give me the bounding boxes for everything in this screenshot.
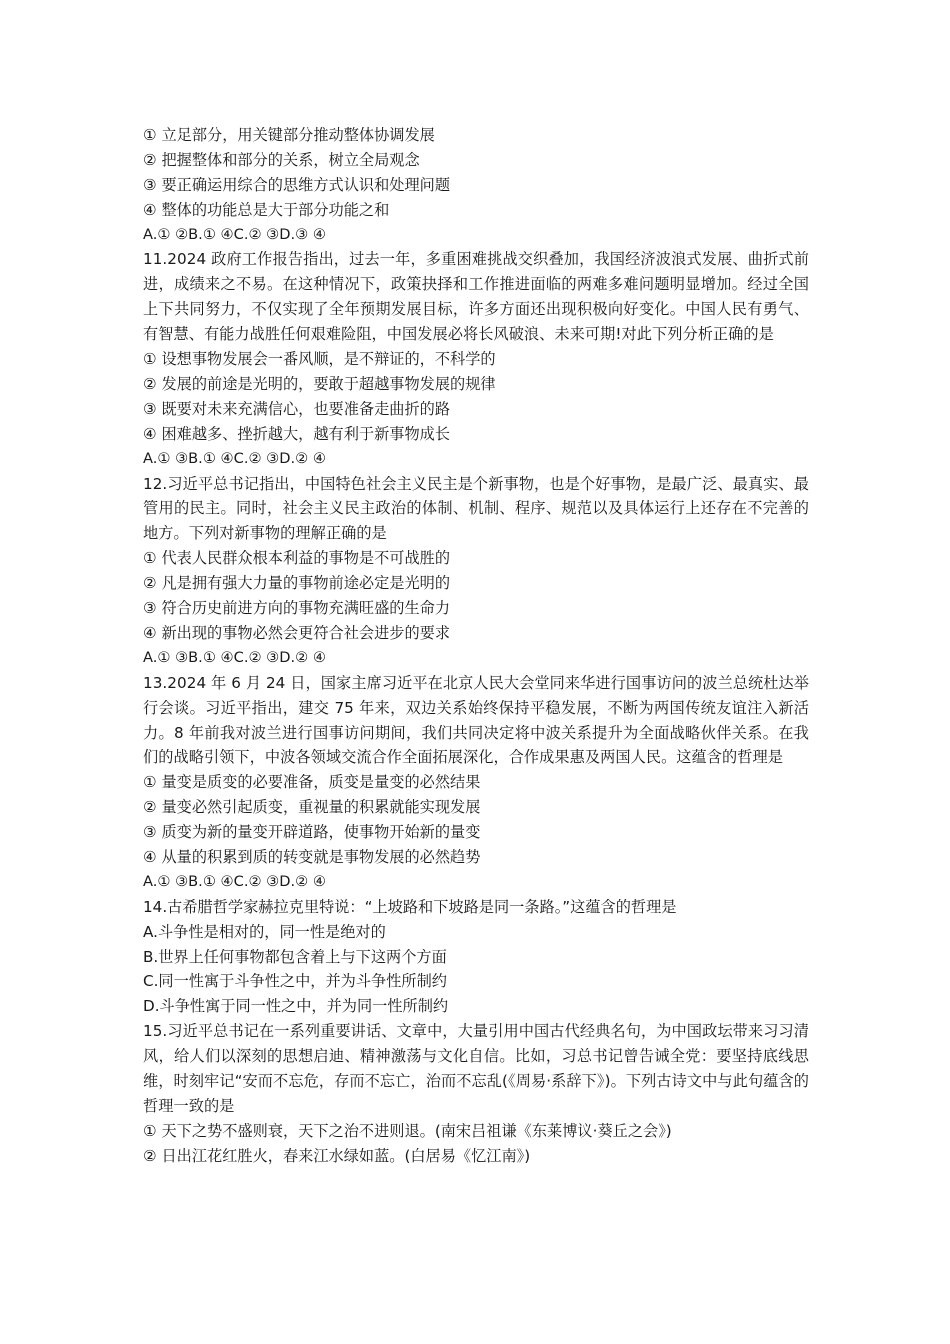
q12-option-2: ② 凡是拥有强大力量的事物前途必定是光明的 [143, 574, 451, 593]
q14-stem: 14.古希腊哲学家赫拉克里特说：“上坡路和下坡路是同一条路。”这蕴含的哲理是 [143, 897, 677, 916]
q11-option-1: ① 设想事物发展会一番风顺，是不辩证的，不科学的 [143, 350, 496, 369]
q15-option-1: ① 天下之势不盛则衰，天下之治不进则退。(南宋吕祖谦《东莱博议·葵丘之会》) [143, 1121, 672, 1140]
q12-stem: 12.习近平总书记指出，中国特色社会主义民主是个新事物，也是个好事物，是最广泛、最真实、最管用的民主。同时，社会主义民主政治的体制、机制、程序、规范以及具体运行上还存在不完善的地方。下列对新事物的理解正确的是 [143, 474, 809, 543]
q10-option-2: ② 把握整体和部分的关系，树立全局观念 [143, 150, 420, 169]
q12-option-4: ④ 新出现的事物必然会更符合社会进步的要求 [143, 623, 451, 642]
q14-choice-b: B.世界上任何事物都包含着上与下这两个方面 [143, 947, 447, 966]
q11-answer-choices: A.① ③B.① ④C.② ③D.② ④ [143, 449, 326, 467]
q13-stem: 13.2024 年 6 月 24 日，国家主席习近平在北京人民大会堂同来华进行国事访问的波兰总统杜达举行会谈。习近平指出，建交 75 年来，双边关系始终保持平稳发展，不断为两国传统友谊注入新活力。8 年前我对波兰进行国事访问期间，我们共同决定将中波关系提升为全面战略伙伴关系。在我们的战略引领下，中波各领域交流合作全面拓展深化，合作成果惠及两国人民。这蕴含的哲理是 [143, 673, 809, 767]
q13-option-2: ② 量变必然引起质变，重视量的积累就能实现发展 [143, 798, 481, 817]
q12-option-1: ① 代表人民群众根本利益的事物是不可战胜的 [143, 549, 451, 568]
q14-choice-c: C.同一性寓于斗争性之中，并为斗争性所制约 [143, 972, 447, 991]
q15-stem: 15.习近平总书记在一系列重要讲话、文章中，大量引用中国古代经典名句，为中国政坛带来习习清风，给人们以深刻的思想启迪、精神激荡与文化自信。比如，习总书记曾告诫全党：要坚持底线思维，时刻牢记“安而不忘危，存而不忘亡，治而不忘乱(《周易·系辞下》)。下列古诗文中与此句蕴含的哲理一致的是 [143, 1022, 809, 1115]
q11-option-3: ③ 既要对未来充满信心，也要准备走曲折的路 [143, 399, 451, 418]
q13-option-4: ④ 从量的积累到质的转变就是事物发展的必然趋势 [143, 848, 481, 866]
q11-option-4: ④ 困难越多、挫折越大，越有利于新事物成长 [143, 424, 451, 443]
q14-choice-a: A.斗争性是相对的，同一性是绝对的 [143, 922, 386, 941]
q12-option-3: ③ 符合历史前进方向的事物充满旺盛的生命力 [143, 599, 451, 618]
q10-option-3: ③ 要正确运用综合的思维方式认识和处理问题 [143, 175, 451, 194]
q13-answer-choices: A.① ③B.① ④C.② ③D.② ④ [143, 872, 326, 890]
document-page [143, 123, 809, 1169]
q10-answer-choices: A.① ②B.① ④C.② ③D.③ ④ [143, 225, 326, 243]
q10-option-1: ① 立足部分，用关键部分推动整体协调发展 [143, 126, 435, 144]
q12-answer-choices: A.① ③B.① ④C.② ③D.② ④ [143, 648, 326, 666]
q15-option-2: ② 日出江花红胜火，春来江水绿如蓝。(白居易《忆江南》) [143, 1146, 531, 1165]
q10-option-4: ④ 整体的功能总是大于部分功能之和 [143, 200, 390, 219]
q13-option-1: ① 量变是质变的必要准备，质变是量变的必然结果 [143, 773, 481, 792]
q13-option-3: ③ 质变为新的量变开辟道路，使事物开始新的量变 [143, 823, 481, 842]
q11-option-2: ② 发展的前途是光明的，要敢于超越事物发展的规律 [143, 374, 496, 393]
q11-stem: 11.2024 政府工作报告指出，过去一年，多重困难挑战交织叠加，我国经济波浪式发展、曲折式前进，成绩来之不易。在这种情况下，政策抉择和工作推进面临的两难多难问题明显增加。经过全国上下共同努力，不仅实现了全年预期发展目标，许多方面还出现积极向好变化。中国人民有勇气、有智慧、有能力战胜任何艰难险阻，中国发展必将长风破浪、未来可期!对此下列分析正确的是 [143, 250, 809, 344]
q14-choice-d: D.斗争性寓于同一性之中，并为同一性所制约 [143, 997, 449, 1016]
